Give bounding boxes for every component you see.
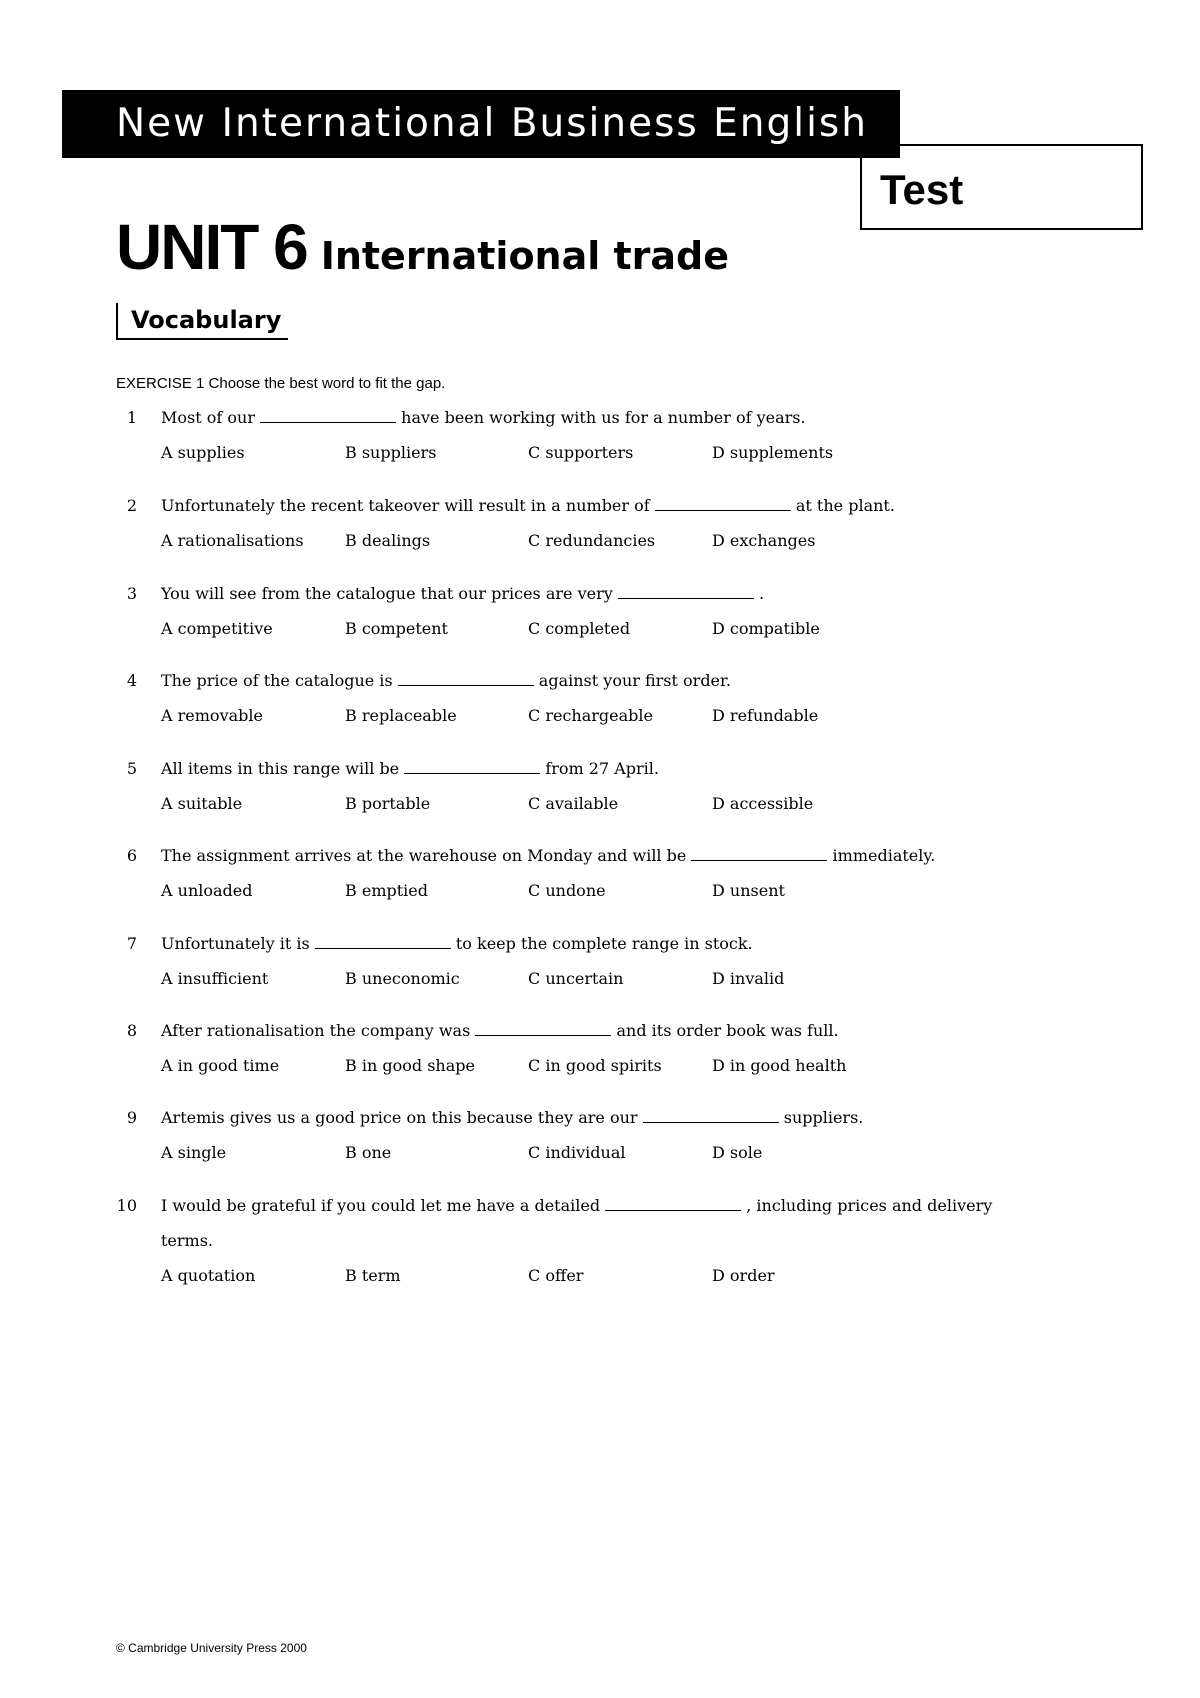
answer-option: D exchanges xyxy=(712,531,816,550)
question-text-before: All items in this range will be xyxy=(161,759,405,778)
answer-option: D invalid xyxy=(712,969,785,988)
question-text-after: . xyxy=(753,584,765,603)
question-text-after: suppliers. xyxy=(778,1108,864,1127)
unit-heading xyxy=(116,210,729,290)
answer-gap xyxy=(643,1108,779,1123)
question-text xyxy=(161,584,764,604)
question-number: 10 xyxy=(116,1196,137,1215)
answer-option: C redundancies xyxy=(528,531,656,550)
question-text-continuation: terms. xyxy=(161,1231,214,1250)
unit-title: International trade xyxy=(320,234,730,278)
question-text-before: Artemis gives us a good price on this because they are our xyxy=(161,1108,643,1127)
question-text-before: You will see from the catalogue that our prices are very xyxy=(161,584,618,603)
answer-option: B emptied xyxy=(345,881,428,900)
question-text-before: The price of the catalogue is xyxy=(161,671,398,690)
question-text-after: immediately. xyxy=(827,846,936,865)
question-text xyxy=(161,671,731,691)
answer-option: D sole xyxy=(712,1143,763,1162)
question-number: 3 xyxy=(126,584,137,603)
answer-option: C in good spirits xyxy=(528,1056,662,1075)
answer-option: C completed xyxy=(528,619,631,638)
answer-option: A quotation xyxy=(161,1266,256,1285)
test-label: Test xyxy=(880,166,964,213)
section-label xyxy=(116,303,288,340)
answer-option: B portable xyxy=(345,794,431,813)
exercise-instruction: EXERCISE 1 Choose the best word to fit the gap. xyxy=(116,375,446,392)
answer-option: B suppliers xyxy=(345,443,437,462)
answer-gap xyxy=(691,846,827,861)
question-text xyxy=(161,1021,839,1041)
answer-option: C undone xyxy=(528,881,606,900)
answer-gap xyxy=(398,671,534,686)
answer-option: B term xyxy=(345,1266,401,1285)
answer-option: A removable xyxy=(161,706,263,725)
answer-option: B replaceable xyxy=(345,706,457,725)
test-label-box xyxy=(860,144,1143,230)
question-text-before: The assignment arrives at the warehouse on Monday and will be xyxy=(161,846,692,865)
question-text xyxy=(161,408,806,428)
question-number: 4 xyxy=(126,671,137,690)
question-text-before: After rationalisation the company was xyxy=(161,1021,476,1040)
question-text-after: from 27 April. xyxy=(540,759,659,778)
answer-option: A unloaded xyxy=(161,881,253,900)
answer-option: B uneconomic xyxy=(345,969,460,988)
answer-option: C rechargeable xyxy=(528,706,653,725)
question-text-after: at the plant. xyxy=(790,496,895,515)
answer-option: D unsent xyxy=(712,881,785,900)
question-text-before: Unfortunately the recent takeover will result in a number of xyxy=(161,496,655,515)
answer-gap xyxy=(605,1196,741,1211)
answer-option: B competent xyxy=(345,619,448,638)
question-text xyxy=(161,934,753,954)
question-text-before: Most of our xyxy=(161,408,261,427)
answer-option: D compatible xyxy=(712,619,820,638)
answer-gap xyxy=(655,496,791,511)
copyright-footer: © Cambridge University Press 2000 xyxy=(116,1641,307,1655)
answer-option: D refundable xyxy=(712,706,819,725)
answer-option: B one xyxy=(345,1143,392,1162)
question-text xyxy=(161,1108,863,1128)
question-text-after: and its order book was full. xyxy=(611,1021,839,1040)
answer-gap xyxy=(260,408,396,423)
question-number: 1 xyxy=(126,408,137,427)
question-number: 8 xyxy=(126,1021,137,1040)
answer-option: A competitive xyxy=(161,619,273,638)
question-text-before: Unfortunately it is xyxy=(161,934,315,953)
section-label-text: Vocabulary xyxy=(131,306,282,334)
question-number: 7 xyxy=(126,934,137,953)
question-number: 5 xyxy=(126,759,137,778)
answer-gap xyxy=(404,759,540,774)
answer-option: A supplies xyxy=(161,443,245,462)
question-text-after: to keep the complete range in stock. xyxy=(450,934,753,953)
answer-option: A insufficient xyxy=(161,969,269,988)
answer-option: C offer xyxy=(528,1266,584,1285)
answer-option: D order xyxy=(712,1266,775,1285)
question-text xyxy=(161,496,895,516)
answer-option: C uncertain xyxy=(528,969,624,988)
question-number: 2 xyxy=(126,496,137,515)
unit-label: UNIT 6 xyxy=(116,211,307,283)
answer-gap xyxy=(315,934,451,949)
question-text-before: I would be grateful if you could let me have a detailed xyxy=(161,1196,606,1215)
question-text xyxy=(161,759,659,779)
answer-gap xyxy=(618,584,754,599)
question-text xyxy=(161,1196,992,1216)
answer-option: A rationalisations xyxy=(161,531,304,550)
answer-option: A suitable xyxy=(161,794,243,813)
answer-option: C individual xyxy=(528,1143,626,1162)
answer-option: C supporters xyxy=(528,443,634,462)
answer-option: A single xyxy=(161,1143,227,1162)
answer-option: A in good time xyxy=(161,1056,280,1075)
answer-option: C available xyxy=(528,794,619,813)
question-text-after: , including prices and delivery xyxy=(741,1196,993,1215)
question-number: 6 xyxy=(126,846,137,865)
question-text-after: against your first order. xyxy=(533,671,731,690)
question-text-after: have been working with us for a number of years. xyxy=(396,408,806,427)
answer-option: B dealings xyxy=(345,531,431,550)
answer-option: B in good shape xyxy=(345,1056,475,1075)
series-title-banner xyxy=(62,90,900,158)
question-number: 9 xyxy=(126,1108,137,1127)
question-text xyxy=(161,846,935,866)
answer-option: D in good health xyxy=(712,1056,847,1075)
answer-option: D supplements xyxy=(712,443,834,462)
series-title: New International Business English xyxy=(116,101,868,146)
answer-gap xyxy=(475,1021,611,1036)
answer-option: D accessible xyxy=(712,794,814,813)
